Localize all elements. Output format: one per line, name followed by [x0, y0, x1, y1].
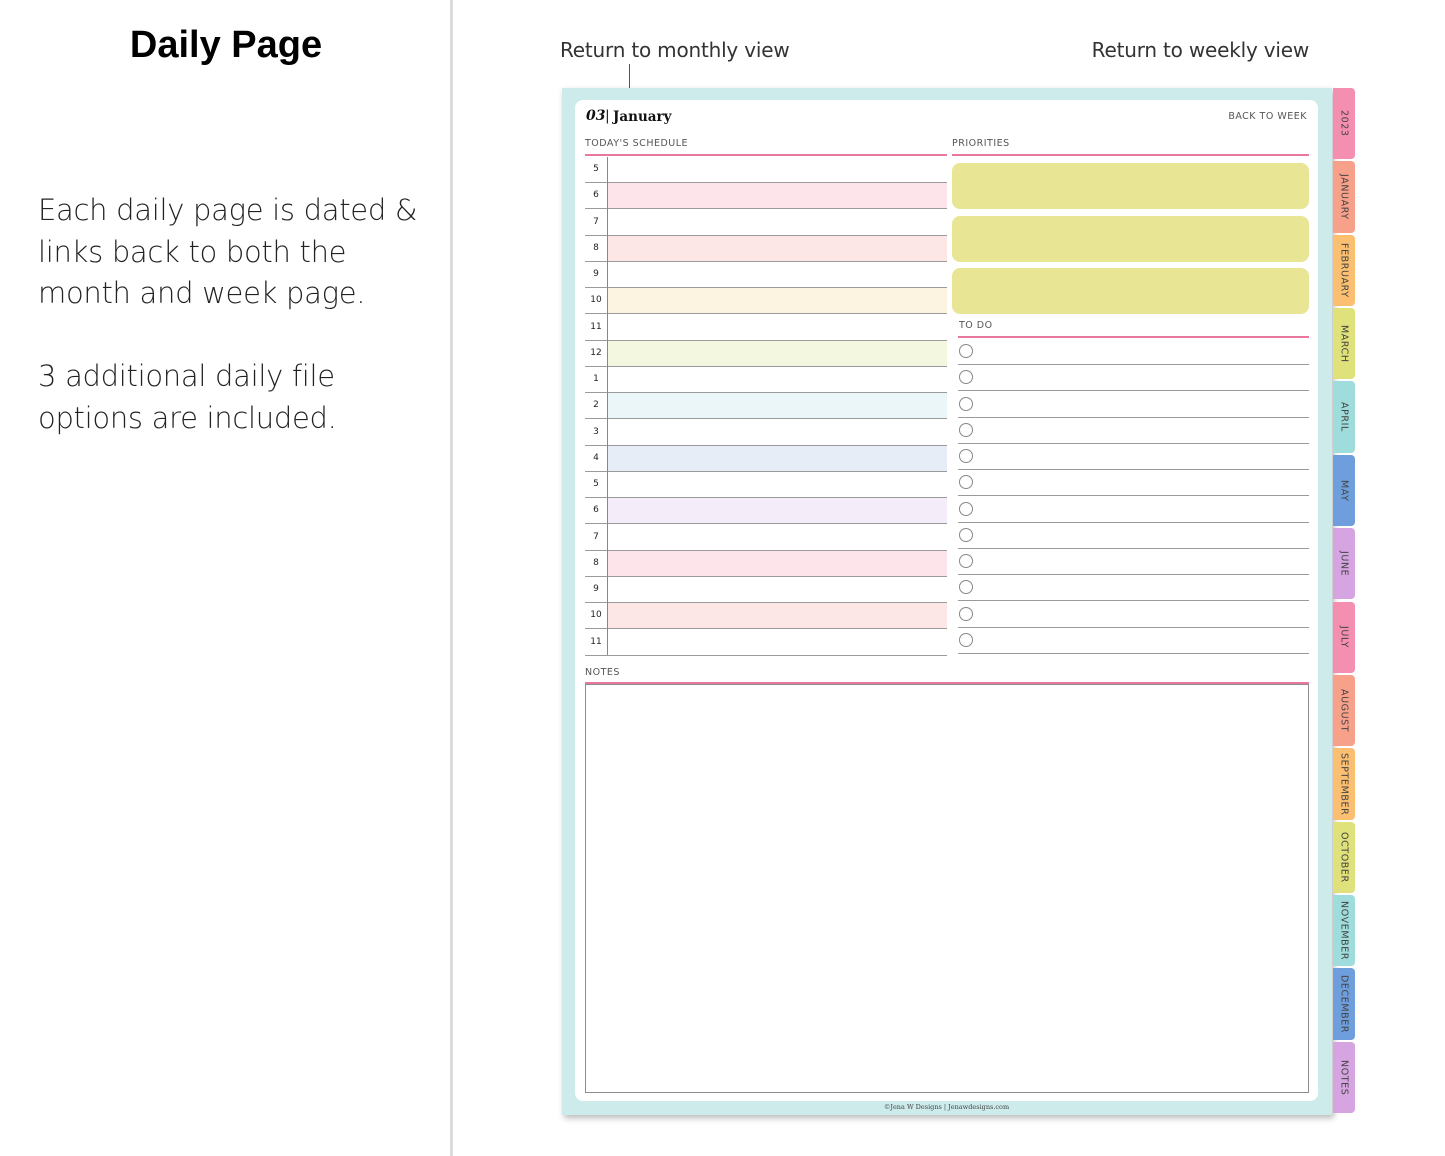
todo-rule — [958, 336, 1309, 338]
schedule-row-fill — [608, 236, 947, 261]
schedule-row[interactable] — [585, 446, 947, 472]
schedule-row-fill — [608, 315, 947, 340]
hour-label: 10 — [590, 295, 602, 306]
hour-label: 11 — [590, 321, 602, 332]
hour-label: 8 — [593, 242, 599, 253]
tab-notes[interactable] — [1333, 1042, 1355, 1113]
schedule-row[interactable] — [585, 525, 947, 551]
tab-label: FEBRUARY — [1338, 243, 1350, 298]
back-to-week-link[interactable]: BACK TO WEEK — [1228, 111, 1307, 122]
schedule-row[interactable] — [585, 420, 947, 446]
month-link[interactable]: January — [613, 109, 672, 125]
tab-label: MARCH — [1338, 324, 1350, 363]
hour-label: 12 — [590, 347, 602, 358]
schedule-row[interactable] — [585, 288, 947, 314]
schedule-row-fill — [608, 157, 947, 182]
hour-label: 5 — [593, 479, 599, 489]
tab-april[interactable] — [1333, 381, 1355, 452]
hour-label: 2 — [593, 400, 599, 411]
hour-label: 4 — [593, 452, 599, 463]
description-line: 3 additional daily file — [38, 359, 335, 393]
callout-weekly-view: Return to weekly view — [1091, 38, 1309, 62]
schedule-row-fill — [608, 551, 947, 576]
todo-checkbox-icon[interactable] — [959, 370, 973, 384]
priorities-label: PRIORITIES — [952, 138, 1010, 149]
schedule-row[interactable] — [585, 341, 947, 367]
todo-item[interactable] — [958, 339, 1309, 365]
tab-december[interactable] — [1333, 968, 1355, 1039]
tab-label: NOTES — [1338, 1059, 1350, 1096]
hour-label: 9 — [593, 269, 599, 279]
todo-item[interactable] — [958, 365, 1309, 391]
tab-label: SEPTEMBER — [1338, 752, 1350, 816]
todo-checkbox-icon[interactable] — [959, 580, 973, 594]
schedule-row-fill — [608, 472, 947, 497]
schedule-row[interactable] — [585, 393, 947, 419]
notes-label: NOTES — [585, 667, 620, 678]
tab-january[interactable] — [1333, 161, 1355, 232]
schedule-row[interactable] — [585, 577, 947, 603]
schedule-row[interactable] — [585, 551, 947, 577]
schedule-row-fill — [608, 367, 947, 392]
schedule-row-fill — [608, 341, 947, 366]
tab-label: JANUARY — [1338, 174, 1350, 220]
schedule-row[interactable] — [585, 262, 947, 288]
hour-label: 11 — [590, 636, 602, 647]
todo-item[interactable] — [958, 523, 1309, 549]
notes-field[interactable] — [585, 684, 1309, 1093]
hour-label: 1 — [593, 374, 599, 384]
todo-item[interactable] — [958, 418, 1309, 444]
callout-monthly-view: Return to monthly view — [560, 38, 790, 62]
hour-label: 5 — [593, 164, 599, 174]
tab-label: OCTOBER — [1338, 831, 1350, 883]
description-panel — [0, 0, 450, 1156]
tab-label: JUNE — [1338, 551, 1350, 577]
schedule-row[interactable] — [585, 630, 947, 656]
hour-label: 3 — [593, 426, 599, 437]
schedule-row-fill — [608, 603, 947, 628]
hour-label: 7 — [593, 216, 599, 227]
description-line: Each daily page is dated & — [38, 193, 418, 227]
schedule-row[interactable] — [585, 236, 947, 262]
schedule-row-fill — [608, 630, 947, 655]
date-day-link[interactable]: 03 — [586, 108, 606, 124]
todo-item[interactable] — [958, 628, 1309, 654]
todo-checkbox-icon[interactable] — [959, 423, 973, 437]
tab-july[interactable] — [1333, 602, 1355, 673]
todo-checkbox-icon[interactable] — [959, 344, 973, 358]
schedule-row-fill — [608, 577, 947, 602]
tab-october[interactable] — [1333, 822, 1355, 893]
schedule-row[interactable] — [585, 603, 947, 629]
priority-field-3[interactable] — [952, 268, 1309, 314]
todo-item[interactable] — [958, 444, 1309, 470]
schedule-row[interactable] — [585, 367, 947, 393]
schedule-row[interactable] — [585, 315, 947, 341]
todo-label: TO DO — [959, 320, 993, 331]
tab-label: DECEMBER — [1338, 974, 1350, 1033]
schedule-row[interactable] — [585, 498, 947, 524]
tab-label: NOVEMBER — [1338, 901, 1350, 961]
tab-label: APRIL — [1338, 402, 1350, 433]
footer-credit: ©Jena W Designs | Jenawdesigns.com — [883, 1103, 1010, 1111]
tab-label: JULY — [1338, 626, 1350, 649]
hour-label: 8 — [593, 557, 599, 568]
tab-june[interactable] — [1333, 528, 1355, 599]
schedule-row-fill — [608, 446, 947, 471]
panel-title: Daily Page — [129, 24, 323, 66]
todo-item[interactable] — [958, 470, 1309, 496]
schedule-row-fill — [608, 183, 947, 208]
todo-item[interactable] — [958, 549, 1309, 575]
todo-item[interactable] — [958, 392, 1309, 418]
todo-checkbox-icon[interactable] — [959, 554, 973, 568]
todo-item[interactable] — [958, 575, 1309, 601]
todo-checkbox-icon[interactable] — [959, 633, 973, 647]
tab-2023[interactable] — [1333, 88, 1355, 159]
schedule-row-fill — [608, 262, 947, 287]
tab-september[interactable] — [1333, 748, 1355, 819]
schedule-row-fill — [608, 525, 947, 550]
hour-label: 7 — [593, 531, 599, 542]
schedule-row[interactable] — [585, 183, 947, 209]
schedule-row[interactable] — [585, 157, 947, 183]
priority-field-1[interactable] — [952, 163, 1309, 209]
todo-checkbox-icon[interactable] — [959, 449, 973, 463]
priorities-rule — [952, 154, 1309, 156]
tab-label: 2023 — [1338, 110, 1350, 137]
description-line: options are included. — [38, 400, 337, 435]
todo-checkbox-icon[interactable] — [959, 528, 973, 542]
tab-label: MAY — [1338, 479, 1350, 502]
schedule-row-fill — [608, 393, 947, 418]
todo-checkbox-icon[interactable] — [959, 397, 973, 411]
month-tabs — [1333, 88, 1355, 1115]
priority-field-2[interactable] — [952, 216, 1309, 262]
hour-column-divider — [607, 157, 608, 655]
hour-label: 6 — [593, 505, 599, 516]
todo-item[interactable] — [958, 497, 1309, 523]
description-line: month and week page. — [38, 276, 366, 310]
todo-checkbox-icon[interactable] — [959, 502, 973, 516]
description-paragraph-2 — [38, 356, 438, 439]
schedule-row[interactable] — [585, 472, 947, 498]
tab-label: AUGUST — [1338, 688, 1350, 733]
todo-checkbox-icon[interactable] — [959, 475, 973, 489]
schedule-row-fill — [608, 210, 947, 235]
hour-label: 6 — [593, 190, 599, 201]
schedule-rule — [585, 154, 947, 156]
schedule-label: TODAY'S SCHEDULE — [585, 138, 689, 149]
schedule-row[interactable] — [585, 210, 947, 236]
tab-may[interactable] — [1333, 455, 1355, 526]
todo-checkbox-icon[interactable] — [959, 607, 973, 621]
panel-divider — [450, 0, 453, 1156]
tab-august[interactable] — [1333, 675, 1355, 746]
description-paragraph-1 — [38, 190, 438, 315]
date-separator: | — [605, 108, 610, 124]
description-line: links back to both the — [38, 234, 347, 269]
tab-march[interactable] — [1333, 308, 1355, 379]
schedule-row-fill — [608, 420, 947, 445]
hour-label: 10 — [590, 610, 602, 621]
tab-february[interactable] — [1333, 235, 1355, 306]
todo-item[interactable] — [958, 602, 1309, 628]
schedule-row-fill — [608, 288, 947, 313]
tab-november[interactable] — [1333, 895, 1355, 966]
hour-label: 9 — [593, 584, 599, 594]
schedule-row-fill — [608, 498, 947, 523]
